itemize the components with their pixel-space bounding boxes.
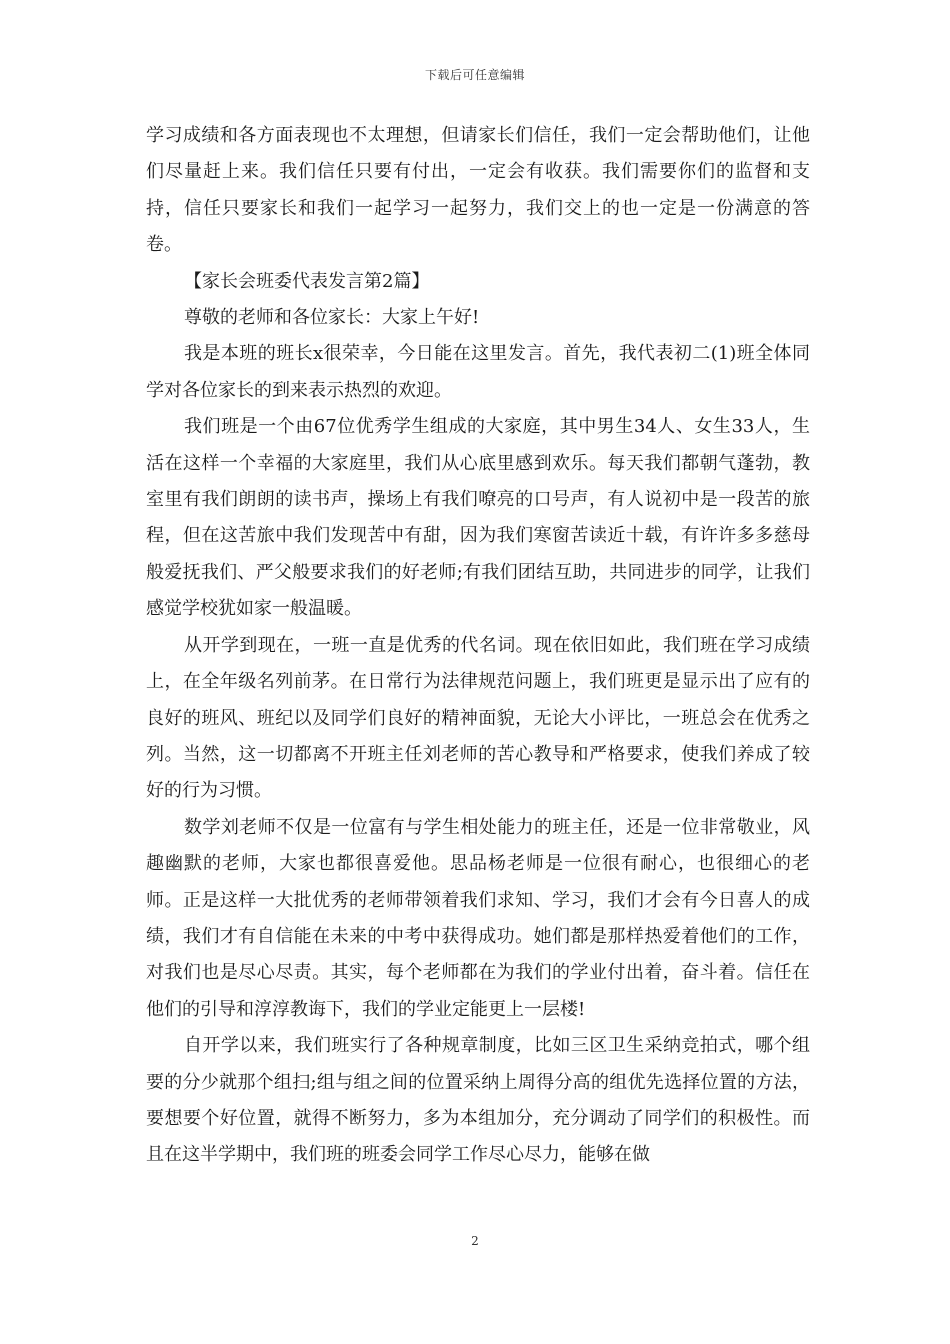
paragraph-class-family: 我们班是一个由67位优秀学生组成的大家庭，其中男生34人、女生33人，生活在这样一个幸福的大家庭里，我们从心底里感到欢乐。每天我们都朝气蓬勃，教室里有我们朗朗的读书声，操场上有我们嘹亮的口号声，有人说初中是一段苦的旅程，但在这苦旅中我们发现苦中有甜，因为我们寒窗苦读近十载，有许许多多慈母般爱抚我们、严父般要求我们的好老师;有我们团结互助，共同进步的同学，让我们感觉学校犹如家一般温暖。 bbox=[146, 416, 810, 620]
paragraph-continuation: 学习成绩和各方面表现也不太理想，但请家长们信任，我们一定会帮助他们，让他们尽量赶上来。我们信任只要有付出，一定会有收获。我们需要你们的监督和支持，信任只要家长和我们一起学习一起努力，我们交上的也一定是一份满意的答卷。 bbox=[146, 125, 810, 256]
page-number: 2 bbox=[471, 1234, 479, 1248]
page-header: 下载后可任意编辑 bbox=[424, 68, 525, 82]
section-heading: 【家长会班委代表发言第2篇】 bbox=[184, 270, 430, 292]
salutation: 尊敬的老师和各位家长：大家上午好! bbox=[184, 307, 480, 329]
paragraph-rules: 自开学以来，我们班实行了各种规章制度，比如三区卫生采纳竞拍式，哪个组要的分少就那个组扫;组与组之间的位置采纳上周得分高的组优先选择位置的方法，要想要个好位置，就得不断努力，多为本组加分，充分调动了同学们的积极性。而且在这半学期中，我们班的班委会同学工作尽心尽力，能够在做 bbox=[146, 1035, 810, 1166]
paragraph-excellence: 从开学到现在，一班一直是优秀的代名词。现在依旧如此，我们班在学习成绩上，在全年级名列前茅。在日常行为法律规范问题上，我们班更是显示出了应有的良好的班风、班纪以及同学们良好的精神面貌，无论大小评比，一班总会在优秀之列。当然，这一切都离不开班主任刘老师的苦心教导和严格要求，使我们养成了较好的行为习惯。 bbox=[146, 634, 810, 802]
paragraph-teachers: 数学刘老师不仅是一位富有与学生相处能力的班主任，还是一位非常敬业，风趣幽默的老师，大家也都很喜爱他。思品杨老师是一位很有耐心，也很细心的老师。正是这样一大批优秀的老师带领着我们求知、学习，我们才会有今日喜人的成绩，我们才有自信能在未来的中考中获得成功。她们都是那样热爱着他们的工作，对我们也是尽心尽责。其实，每个老师都在为我们的学业付出着，奋斗着。信任在他们的引导和淳淳教诲下，我们的学业定能更上一层楼! bbox=[146, 816, 810, 1020]
paragraph-introduction: 我是本班的班长x很荣幸，今日能在这里发言。首先，我代表初二(1)班全体同学对各位家长的到来表示热烈的欢迎。 bbox=[146, 343, 810, 401]
document-body bbox=[146, 118, 810, 1174]
